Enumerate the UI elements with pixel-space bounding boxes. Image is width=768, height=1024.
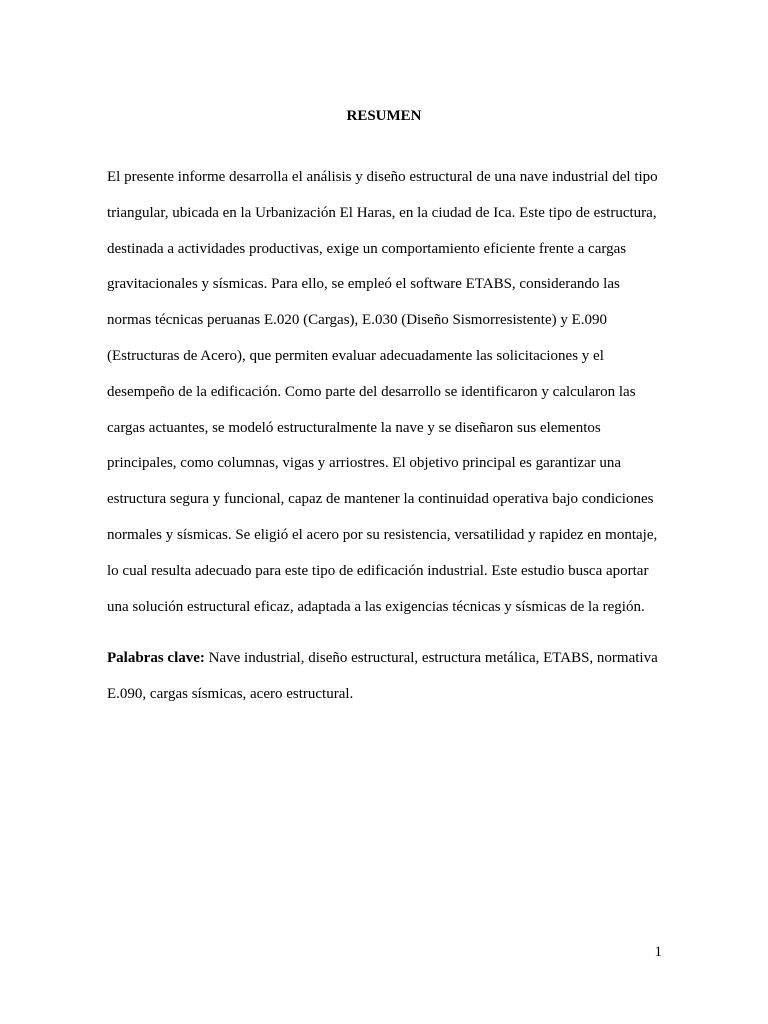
abstract-line: una solución estructural eficaz, adaptada a las exigencias técnicas y sísmicas de la región. bbox=[107, 598, 645, 615]
keywords-line bbox=[107, 641, 667, 677]
abstract-line: principales, como columnas, vigas y arriostres. El objetivo principal es garantizar una bbox=[107, 455, 622, 472]
abstract-paragraph bbox=[107, 160, 667, 625]
keywords-paragraph bbox=[107, 641, 667, 713]
abstract-line: normas técnicas peruanas E.020 (Cargas), E.030 (Diseño Sismorresistente) y E.090 bbox=[107, 312, 608, 329]
abstract-line: (Estructuras de Acero), que permiten evaluar adecuadamente las solicitaciones y el bbox=[107, 347, 604, 364]
abstract-line: cargas actuantes, se modeló estructuralmente la nave y se diseñaron sus elementos bbox=[107, 419, 601, 436]
abstract-line: desempeño de la edificación. Como parte del desarrollo se identificaron y calcularon las bbox=[107, 383, 636, 400]
abstract-line: lo cual resulta adecuado para este tipo de edificación industrial. Este estudio busca aportar bbox=[107, 562, 649, 579]
abstract-line: normales y sísmicas. Se eligió el acero por su resistencia, versatilidad y rapidez en montaje, bbox=[107, 526, 658, 543]
abstract-line: destinada a actividades productivas, exige un comportamiento eficiente frente a cargas bbox=[107, 240, 627, 257]
abstract-line: triangular, ubicada en la Urbanización El Haras, en la ciudad de Ica. Este tipo de estructura, bbox=[107, 204, 657, 221]
abstract-line: gravitacionales y sísmicas. Para ello, se empleó el software ETABS, considerando las bbox=[107, 276, 620, 293]
keywords-text: Nave industrial, diseño estructural, estructura metálica, ETABS, normativa bbox=[204, 650, 658, 666]
abstract-line: El presente informe desarrolla el análisis y diseño estructural de una nave industrial del tipo bbox=[107, 169, 658, 185]
page-number: 1 bbox=[654, 944, 662, 960]
keywords-line: E.090, cargas sísmicas, acero estructural. bbox=[107, 685, 354, 702]
page-title: RESUMEN bbox=[346, 108, 422, 124]
keywords-label: Palabras clave: bbox=[107, 650, 205, 666]
abstract-line: estructura segura y funcional, capaz de mantener la continuidad operativa bajo condiciones bbox=[107, 491, 654, 508]
